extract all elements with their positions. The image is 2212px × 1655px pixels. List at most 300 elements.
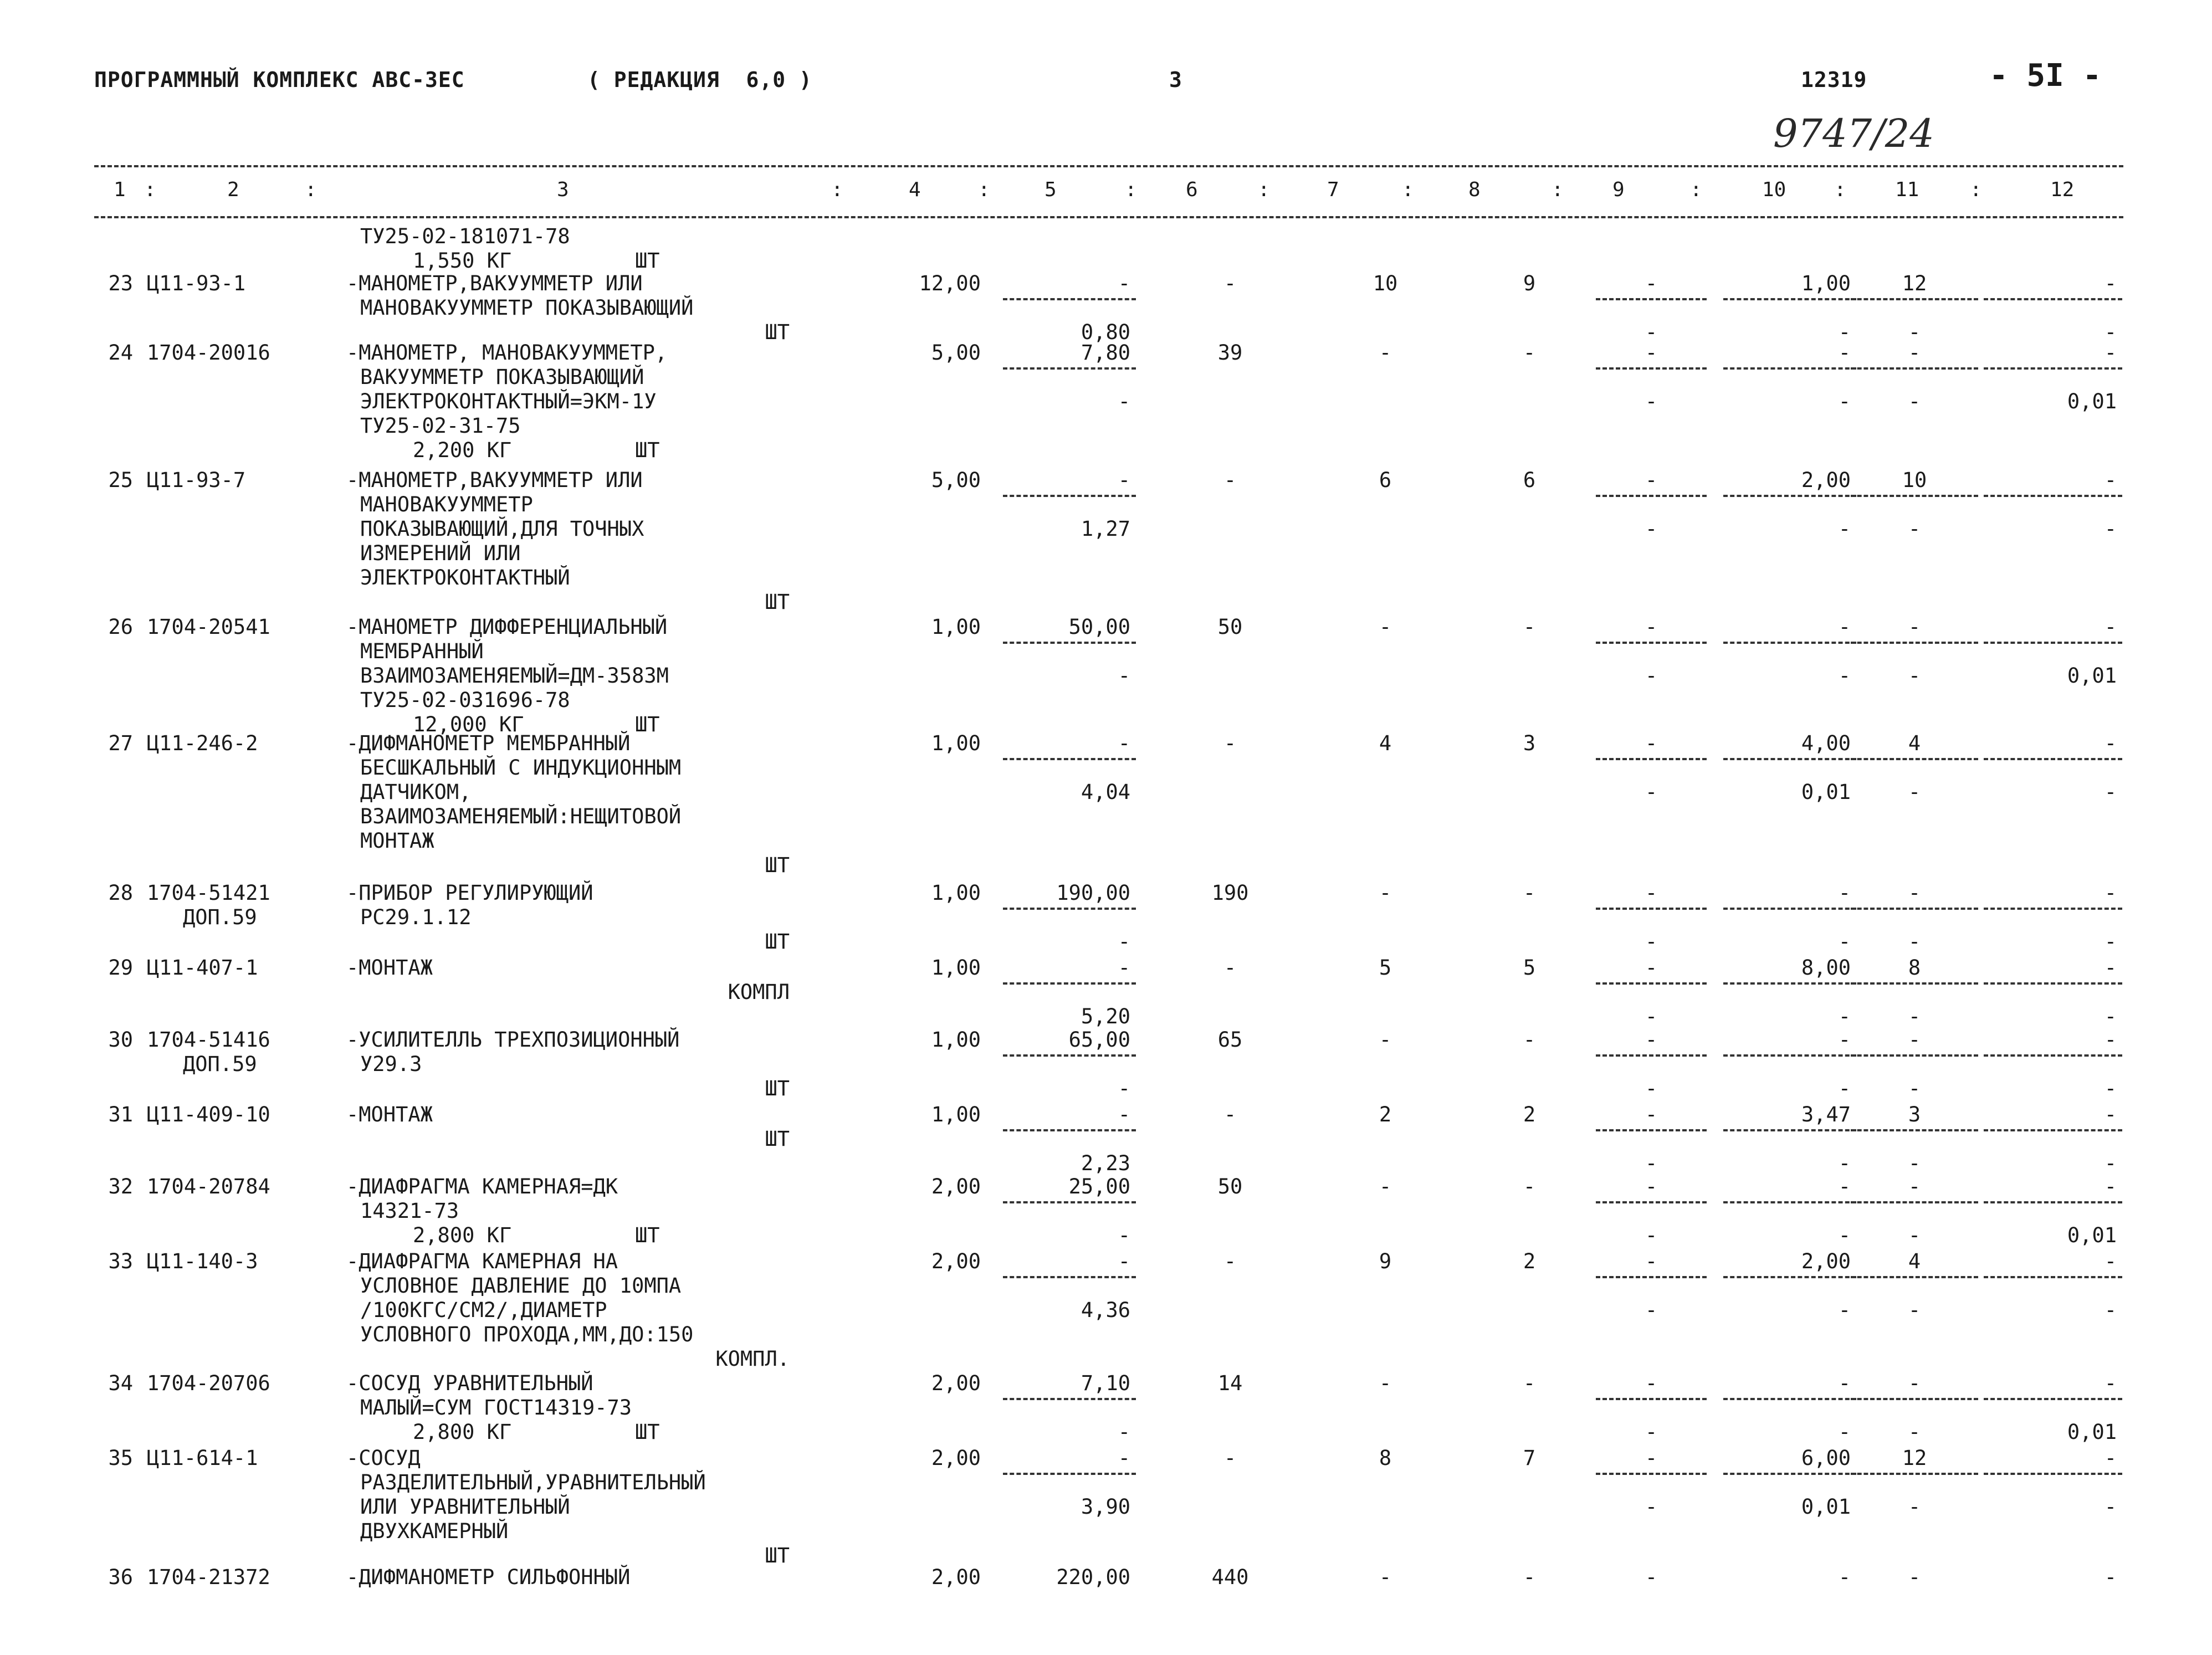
row-description: 14321-73 — [360, 1199, 459, 1223]
column-header: 9 — [1612, 178, 1625, 201]
cell-quantity: 1,00 — [931, 881, 981, 905]
row-number: 24 — [108, 341, 133, 365]
row-description: -МАНОМЕТР ДИФФЕРЕНЦИАЛЬНЫЙ — [346, 615, 668, 639]
row-description: ИЗМЕРЕНИЙ ИЛИ — [360, 541, 521, 565]
cell-c9: - — [1645, 468, 1658, 492]
cell-divider — [1723, 1129, 1856, 1131]
cell-total-cost: 190 — [1211, 881, 1249, 905]
column-header: 12 — [2050, 178, 2075, 201]
row-description: 2,800 КГ ШТ — [413, 1420, 660, 1444]
cell-c12: - — [2104, 517, 2117, 541]
cell-divider — [1003, 982, 1136, 985]
cell-col7: 5 — [1379, 956, 1392, 980]
cell-c9: - — [1645, 956, 1658, 980]
cell-c10: 2,00 — [1801, 468, 1851, 492]
cell-c11: - — [1908, 1495, 1921, 1519]
cell-col7: 8 — [1379, 1446, 1392, 1470]
cell-c10: - — [1838, 1151, 1851, 1175]
row-code: Ц11-93-1 — [147, 271, 246, 295]
row-description: ЭЛЕКТРОКОНТАКТНЫЙ=ЭКМ-1У — [360, 390, 657, 413]
cell-c10: - — [1838, 930, 1851, 954]
cell-c9: - — [1645, 1298, 1658, 1322]
cell-divider — [1984, 642, 2122, 644]
program-title: ПРОГРАММНЫЙ КОМПЛЕКС АВС-ЗЕС — [94, 68, 465, 92]
cell-total-cost: 50 — [1217, 615, 1243, 639]
cell-divider — [1596, 1398, 1707, 1400]
cell-c12: - — [2104, 1371, 2117, 1395]
row-code: 1704-20541 — [147, 615, 270, 639]
row-description: ШТ — [765, 1127, 790, 1151]
cell-c5: - — [1118, 468, 1130, 492]
cell-c9: - — [1645, 930, 1658, 954]
cell-divider — [1851, 908, 1978, 910]
cell-c10: - — [1838, 341, 1851, 365]
cell-c9: - — [1645, 1446, 1658, 1470]
row-description: ВАКУУММЕТР ПОКАЗЫВАЮЩИЙ — [360, 365, 644, 389]
cell-c10: - — [1838, 1420, 1851, 1444]
cell-c5: - — [1118, 956, 1130, 980]
column-header: 2 — [227, 178, 239, 201]
cell-divider — [1596, 367, 1707, 370]
cell-divider — [1984, 1276, 2122, 1278]
cell-c11: - — [1908, 341, 1921, 365]
row-description: МОНТАЖ — [360, 829, 434, 853]
cell-c10: - — [1838, 615, 1851, 639]
cell-total-cost: 14 — [1217, 1371, 1243, 1395]
cell-c5: 50,00 — [1068, 615, 1130, 639]
cell-total-cost: - — [1223, 956, 1237, 980]
cell-c5: 4,36 — [1081, 1298, 1130, 1322]
cell-c5: - — [1118, 1103, 1130, 1126]
cell-divider — [1984, 298, 2122, 300]
row-description: РС29.1.12 — [360, 905, 472, 929]
cell-divider — [1984, 908, 2122, 910]
column-separator: : — [1402, 178, 1414, 201]
column-separator: : — [305, 178, 317, 201]
cell-total-cost: 65 — [1217, 1028, 1243, 1052]
row-description: 2,200 КГ ШТ — [413, 438, 660, 462]
cell-divider — [1984, 758, 2122, 760]
row-number: 31 — [108, 1103, 133, 1126]
cell-c10: 4,00 — [1801, 731, 1851, 755]
cell-c9: - — [1645, 664, 1658, 688]
row-description: 12,000 КГ ШТ — [413, 713, 660, 736]
cell-col7: 2 — [1379, 1103, 1392, 1126]
cell-c5: - — [1118, 1077, 1130, 1100]
document-code: 12319 — [1801, 68, 1867, 92]
cell-divider — [1003, 1054, 1136, 1057]
cell-divider — [1851, 758, 1978, 760]
cell-c5: 220,00 — [1056, 1565, 1130, 1589]
cell-c12: - — [2104, 1175, 2117, 1198]
row-description: МАЛЫЙ=СУМ ГОСТ14319-73 — [360, 1396, 632, 1420]
row-description: БЕСШКАЛЬНЫЙ С ИНДУКЦИОННЫМ — [360, 756, 682, 780]
cell-c12: - — [2104, 1028, 2117, 1052]
row-code: Ц11-409-10 — [147, 1103, 270, 1126]
cell-c12: - — [2104, 1298, 2117, 1322]
cell-divider — [1003, 298, 1136, 300]
cell-c5: 0,80 — [1081, 320, 1130, 344]
cell-divider — [1984, 1054, 2122, 1057]
cell-c11: - — [1908, 1371, 1921, 1395]
row-code: 1704-20706 — [147, 1371, 270, 1395]
cell-divider — [1851, 1473, 1978, 1475]
cell-c5: 7,10 — [1081, 1371, 1130, 1395]
row-description: У29.3 — [360, 1052, 422, 1076]
cell-divider — [1596, 495, 1707, 497]
row-description: -ДИАФРАГМА КАМЕРНАЯ=ДК — [346, 1175, 618, 1198]
cell-c9: - — [1645, 1420, 1658, 1444]
cell-col8: - — [1523, 1028, 1536, 1052]
cell-c9: - — [1645, 881, 1658, 905]
cell-c11: - — [1908, 664, 1921, 688]
row-description: КОМПЛ. — [715, 1347, 790, 1371]
cell-divider — [1003, 1201, 1136, 1203]
cell-col7: 4 — [1379, 731, 1392, 755]
row-description: -ДИФМАНОМЕТР МЕМБРАННЫЙ — [346, 731, 631, 755]
cell-c9: - — [1645, 341, 1658, 365]
row-description: -ДИФМАНОМЕТР СИЛЬФОННЫЙ — [346, 1565, 631, 1589]
cell-total-cost: - — [1223, 468, 1237, 492]
row-number: 34 — [108, 1371, 133, 1395]
row-description: ШТ — [765, 930, 790, 954]
row-number: 36 — [108, 1565, 133, 1589]
cell-c5: - — [1118, 930, 1130, 954]
cell-col7: 6 — [1379, 468, 1392, 492]
column-separator: : — [1552, 178, 1564, 201]
cell-c11: 4 — [1908, 731, 1921, 755]
row-number: 23 — [108, 271, 133, 295]
cell-total-cost: 39 — [1217, 341, 1243, 365]
column-separator: : — [978, 178, 990, 201]
row-description: -МОНТАЖ — [346, 956, 433, 980]
edition-label: ( РЕДАКЦИЯ 6,0 ) — [587, 68, 812, 92]
cell-divider — [1003, 367, 1136, 370]
cell-divider — [1723, 642, 1856, 644]
cell-col7: - — [1379, 341, 1392, 365]
cell-c5: 4,04 — [1081, 780, 1130, 804]
cell-divider — [1984, 1398, 2122, 1400]
cell-c11: 10 — [1902, 468, 1927, 492]
row-description: ТУ25-02-181071-78 — [360, 224, 570, 248]
cell-divider — [1851, 1398, 1978, 1400]
cell-col8: - — [1523, 1371, 1536, 1395]
cell-quantity: 1,00 — [931, 956, 981, 980]
cell-c5: 25,00 — [1068, 1175, 1130, 1198]
column-header: 10 — [1762, 178, 1786, 201]
cell-divider — [1596, 1473, 1707, 1475]
cell-divider — [1003, 642, 1136, 644]
cell-c5: - — [1118, 1420, 1130, 1444]
cell-total-cost: - — [1223, 271, 1237, 295]
cell-c10: - — [1838, 390, 1851, 413]
cell-c9: - — [1645, 1175, 1658, 1198]
row-description: -ПРИБОР РЕГУЛИРУЮЩИЙ — [346, 881, 593, 905]
cell-c12: - — [2104, 341, 2117, 365]
cell-c12: - — [2104, 320, 2117, 344]
cell-col8: 5 — [1523, 956, 1536, 980]
cell-c12: 0,01 — [2067, 1223, 2117, 1247]
cell-c11: - — [1908, 615, 1921, 639]
cell-c12: - — [2104, 1249, 2117, 1273]
cell-c12: - — [2104, 271, 2117, 295]
column-separator: : — [1258, 178, 1270, 201]
cell-c11: - — [1908, 1565, 1921, 1589]
cell-c12: - — [2104, 615, 2117, 639]
cell-c11: - — [1908, 930, 1921, 954]
cell-c9: - — [1645, 1005, 1658, 1028]
cell-c11: - — [1908, 1028, 1921, 1052]
cell-c10: - — [1838, 1005, 1851, 1028]
cell-col8: - — [1523, 1175, 1536, 1198]
cell-divider — [1596, 1276, 1707, 1278]
cell-divider — [1851, 1129, 1978, 1131]
cell-c12: - — [2104, 1446, 2117, 1470]
cell-divider — [1596, 1201, 1707, 1203]
row-description: -МАНОМЕТР,ВАКУУММЕТР ИЛИ — [346, 468, 643, 492]
cell-c5: - — [1118, 1249, 1130, 1273]
cell-c5: - — [1118, 271, 1130, 295]
row-description: МАНОВАКУУММЕТР — [360, 493, 533, 516]
cell-c9: - — [1645, 271, 1658, 295]
row-description: ДВУХКАМЕРНЫЙ — [360, 1519, 509, 1543]
row-code-supplement: ДОП.59 — [183, 905, 257, 929]
row-code: 1704-20016 — [147, 341, 270, 365]
cell-col7: - — [1379, 1175, 1392, 1198]
cell-c9: - — [1645, 1077, 1658, 1100]
cell-col8: 6 — [1523, 468, 1536, 492]
cell-quantity: 2,00 — [931, 1371, 981, 1395]
cell-c10: 3,47 — [1801, 1103, 1851, 1126]
row-description: МЕМБРАННЫЙ — [360, 639, 484, 663]
cell-c9: - — [1645, 1249, 1658, 1273]
cell-quantity: 1,00 — [931, 1103, 981, 1126]
cell-col8: 3 — [1523, 731, 1536, 755]
column-header: 3 — [557, 178, 569, 201]
cell-c12: 0,01 — [2067, 1420, 2117, 1444]
cell-col8: - — [1523, 881, 1536, 905]
cell-divider — [1003, 1398, 1136, 1400]
cell-col7: - — [1379, 1028, 1392, 1052]
cell-c10: - — [1838, 1371, 1851, 1395]
cell-col8: 7 — [1523, 1446, 1536, 1470]
cell-c12: - — [2104, 1005, 2117, 1028]
cell-total-cost: - — [1223, 1446, 1237, 1470]
cell-c5: 190,00 — [1056, 881, 1130, 905]
row-number: 28 — [108, 881, 133, 905]
cell-c5: 5,20 — [1081, 1005, 1130, 1028]
cell-col8: - — [1523, 615, 1536, 639]
cell-divider — [1003, 495, 1136, 497]
cell-c11: - — [1908, 1223, 1921, 1247]
column-separator: : — [1125, 178, 1137, 201]
cell-c10: 8,00 — [1801, 956, 1851, 980]
cell-col8: 9 — [1523, 271, 1536, 295]
cell-total-cost: - — [1223, 1249, 1237, 1273]
cell-col7: - — [1379, 615, 1392, 639]
cell-c11: 12 — [1902, 1446, 1927, 1470]
cell-total-cost: - — [1223, 731, 1237, 755]
cell-c5: - — [1118, 1223, 1130, 1247]
cell-divider — [1596, 758, 1707, 760]
cell-divider — [1723, 1398, 1856, 1400]
row-number: 27 — [108, 731, 133, 755]
column-separator: : — [831, 178, 843, 201]
cell-quantity: 1,00 — [931, 731, 981, 755]
row-description: ШТ — [765, 1077, 790, 1100]
cell-divider — [1723, 1473, 1856, 1475]
cell-c11: - — [1908, 517, 1921, 541]
cell-divider — [1851, 495, 1978, 497]
cell-c12: 0,01 — [2067, 664, 2117, 688]
cell-col7: - — [1379, 1371, 1392, 1395]
column-header: 6 — [1186, 178, 1198, 201]
cell-c11: - — [1908, 1077, 1921, 1100]
cell-divider — [1723, 1276, 1856, 1278]
row-code: Ц11-93-7 — [147, 468, 246, 492]
cell-c5: 7,80 — [1081, 341, 1130, 365]
row-description: ТУ25-02-031696-78 — [360, 688, 570, 712]
row-description: УСЛОВНОГО ПРОХОДА,ММ,ДО:150 — [360, 1323, 694, 1346]
cell-c5: - — [1118, 664, 1130, 688]
row-description: ТУ25-02-31-75 — [360, 414, 521, 438]
column-separator: : — [1970, 178, 1982, 201]
cell-c9: - — [1645, 1371, 1658, 1395]
row-description: ШТ — [765, 590, 790, 614]
cell-divider — [1984, 367, 2122, 370]
row-description: ШТ — [765, 320, 790, 344]
cell-total-cost: - — [1223, 1103, 1237, 1126]
column-header: 7 — [1327, 178, 1339, 201]
cell-col7: - — [1379, 881, 1392, 905]
row-description: -МОНТАЖ — [346, 1103, 433, 1126]
cell-divider — [1984, 982, 2122, 985]
cell-c12: - — [2104, 930, 2117, 954]
row-description: -СОСУД — [346, 1446, 421, 1470]
cell-divider — [1851, 367, 1978, 370]
cell-col7: 9 — [1379, 1249, 1392, 1273]
column-separator: : — [1690, 178, 1702, 201]
cell-c10: - — [1838, 1565, 1851, 1589]
cell-divider — [1984, 1201, 2122, 1203]
cell-c11: 4 — [1908, 1249, 1921, 1273]
cell-c5: - — [1118, 1446, 1130, 1470]
row-description: МАНОВАКУУММЕТР ПОКАЗЫВАЮЩИЙ — [360, 296, 694, 320]
row-description: -СОСУД УРАВНИТЕЛЬНЫЙ — [346, 1371, 593, 1395]
cell-divider — [1723, 908, 1856, 910]
cell-c9: - — [1645, 1495, 1658, 1519]
column-header: 1 — [114, 178, 126, 201]
cell-c12: - — [2104, 468, 2117, 492]
cell-c12: - — [2104, 1565, 2117, 1589]
cell-total-cost: 50 — [1217, 1175, 1243, 1198]
cell-c9: - — [1645, 1223, 1658, 1247]
cell-c12: - — [2104, 780, 2117, 804]
column-separator: : — [144, 178, 156, 201]
cell-quantity: 2,00 — [931, 1249, 981, 1273]
row-code: Ц11-246-2 — [147, 731, 258, 755]
cell-col8: - — [1523, 341, 1536, 365]
row-description: ВЗАИМОЗАМЕНЯЕМЫЙ=ДМ-3583М — [360, 664, 669, 688]
cell-quantity: 12,00 — [919, 271, 981, 295]
row-description: -МАНОМЕТР,ВАКУУММЕТР ИЛИ — [346, 271, 643, 295]
cell-c11: - — [1908, 1005, 1921, 1028]
cell-c12: 0,01 — [2067, 390, 2117, 413]
cell-c11: - — [1908, 1175, 1921, 1198]
top-rule — [94, 165, 2123, 167]
cell-divider — [1003, 1129, 1136, 1131]
cell-c12: - — [2104, 1077, 2117, 1100]
cell-c5: - — [1118, 390, 1130, 413]
row-description: -ДИАФРАГМА КАМЕРНАЯ НА — [346, 1249, 618, 1273]
cell-c11: - — [1908, 1151, 1921, 1175]
row-description: 1,550 КГ ШТ — [413, 249, 660, 273]
column-header: 5 — [1044, 178, 1057, 201]
page-number: - 5I - — [1989, 58, 2102, 94]
row-code: 1704-21372 — [147, 1565, 270, 1589]
cell-c10: - — [1838, 1223, 1851, 1247]
row-code: Ц11-407-1 — [147, 956, 258, 980]
cell-c12: - — [2104, 1495, 2117, 1519]
cell-divider — [1003, 1276, 1136, 1278]
cell-c10: 0,01 — [1801, 1495, 1851, 1519]
cell-divider — [1003, 908, 1136, 910]
cell-c9: - — [1645, 320, 1658, 344]
cell-c5: 65,00 — [1068, 1028, 1130, 1052]
cell-divider — [1723, 982, 1856, 985]
cell-quantity: 2,00 — [931, 1446, 981, 1470]
cell-divider — [1596, 298, 1707, 300]
cell-divider — [1984, 495, 2122, 497]
header-rule — [94, 216, 2123, 218]
cell-c9: - — [1645, 517, 1658, 541]
cell-divider — [1596, 1129, 1707, 1131]
cell-c10: - — [1838, 1028, 1851, 1052]
row-code-supplement: ДОП.59 — [183, 1052, 257, 1076]
cell-c11: 3 — [1908, 1103, 1921, 1126]
cell-divider — [1596, 982, 1707, 985]
cell-c11: - — [1908, 320, 1921, 344]
cell-divider — [1723, 758, 1856, 760]
row-description: РАЗДЕЛИТЕЛЬНЫЙ,УРАВНИТЕЛЬНЫЙ — [360, 1470, 706, 1494]
cell-divider — [1723, 367, 1856, 370]
cell-c9: - — [1645, 1151, 1658, 1175]
cell-divider — [1723, 495, 1856, 497]
cell-c10: 2,00 — [1801, 1249, 1851, 1273]
cell-c11: - — [1908, 1298, 1921, 1322]
cell-divider — [1723, 1201, 1856, 1203]
cell-c5: 2,23 — [1081, 1151, 1130, 1175]
cell-total-cost: 440 — [1211, 1565, 1249, 1589]
cell-quantity: 2,00 — [931, 1175, 981, 1198]
cell-c12: - — [2104, 1103, 2117, 1126]
row-description: /100КГС/СМ2/,ДИАМЕТР — [360, 1298, 607, 1322]
row-description: ШТ — [765, 853, 790, 877]
column-header: 11 — [1895, 178, 1919, 201]
cell-c11: - — [1908, 390, 1921, 413]
cell-c10: 6,00 — [1801, 1446, 1851, 1470]
cell-c10: - — [1838, 664, 1851, 688]
row-description: УСЛОВНОЕ ДАВЛЕНИЕ ДО 10МПА — [360, 1274, 682, 1298]
cell-divider — [1003, 758, 1136, 760]
cell-c10: - — [1838, 320, 1851, 344]
cell-c11: - — [1908, 780, 1921, 804]
row-code: 1704-20784 — [147, 1175, 270, 1198]
row-description: -УСИЛИТЕЛЛЬ ТРЕХПОЗИЦИОННЫЙ — [346, 1028, 680, 1052]
cell-c11: 12 — [1902, 271, 1927, 295]
row-description: ВЗАИМОЗАМЕНЯЕМЫЙ:НЕЩИТОВОЙ — [360, 805, 682, 828]
cell-col7: - — [1379, 1565, 1392, 1589]
